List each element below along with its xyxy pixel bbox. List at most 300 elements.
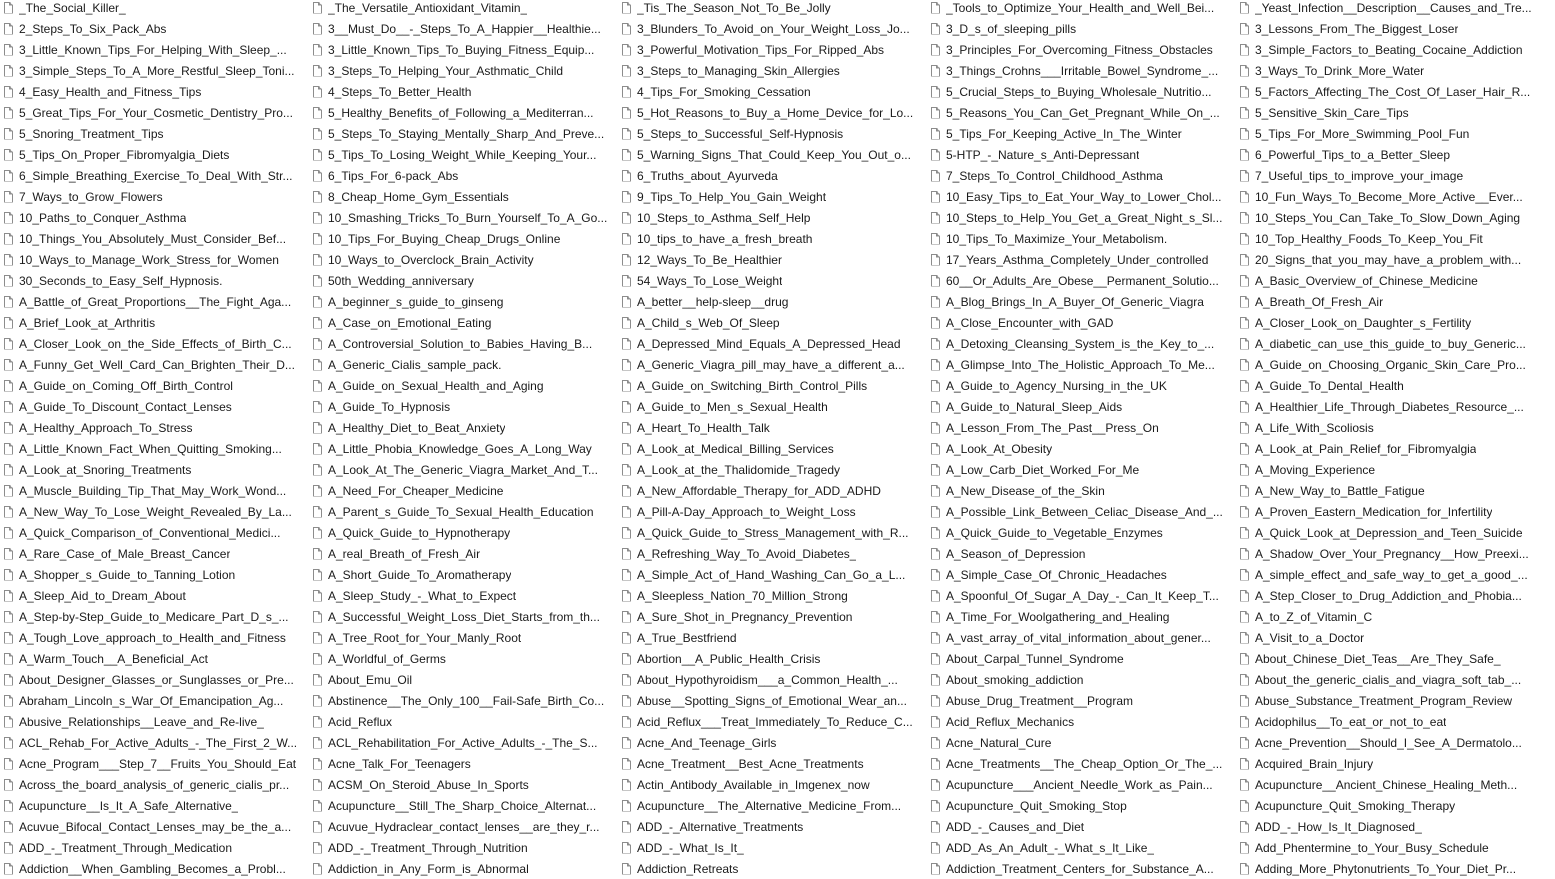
file-name: Abraham_Lincoln_s_War_Of_Emancipation_Ag... bbox=[19, 693, 284, 708]
file-item[interactable] bbox=[0, 417, 309, 438]
file-item[interactable] bbox=[0, 207, 309, 228]
text-document-icon bbox=[622, 233, 631, 245]
text-document-icon bbox=[313, 569, 322, 581]
text-document-icon bbox=[931, 359, 940, 371]
file-item[interactable] bbox=[309, 18, 618, 39]
file-item[interactable] bbox=[927, 522, 1236, 543]
file-name: 3_Steps_to_Managing_Skin_Allergies bbox=[637, 63, 840, 78]
file-item[interactable] bbox=[618, 480, 927, 501]
file-item[interactable] bbox=[618, 459, 927, 480]
file-item[interactable] bbox=[0, 354, 309, 375]
file-item[interactable] bbox=[309, 249, 618, 270]
file-item[interactable] bbox=[618, 585, 927, 606]
file-name: A_New_Disease_of_the_Skin bbox=[946, 483, 1105, 498]
text-document-icon bbox=[313, 527, 322, 539]
file-item[interactable] bbox=[309, 669, 618, 690]
file-item[interactable] bbox=[927, 543, 1236, 564]
file-item[interactable] bbox=[0, 711, 309, 732]
file-item[interactable] bbox=[309, 228, 618, 249]
file-item[interactable] bbox=[1236, 291, 1545, 312]
file-item[interactable] bbox=[0, 795, 309, 816]
file-item[interactable] bbox=[618, 249, 927, 270]
file-item[interactable] bbox=[618, 354, 927, 375]
file-item[interactable] bbox=[927, 249, 1236, 270]
text-document-icon bbox=[622, 86, 631, 98]
file-item[interactable] bbox=[618, 438, 927, 459]
file-item[interactable] bbox=[618, 837, 927, 858]
file-item[interactable] bbox=[309, 375, 618, 396]
file-item[interactable] bbox=[1236, 186, 1545, 207]
file-item[interactable] bbox=[0, 165, 309, 186]
file-item[interactable] bbox=[927, 564, 1236, 585]
file-item[interactable] bbox=[309, 291, 618, 312]
text-document-icon bbox=[1240, 632, 1249, 644]
text-document-icon bbox=[1240, 23, 1249, 35]
file-item[interactable] bbox=[927, 732, 1236, 753]
file-name: A_Detoxing_Cleansing_System_is_the_Key_to_... bbox=[946, 336, 1215, 351]
file-item[interactable] bbox=[0, 669, 309, 690]
file-item[interactable] bbox=[927, 375, 1236, 396]
file-item[interactable] bbox=[309, 60, 618, 81]
file-name: About_Chinese_Diet_Teas__Are_They_Safe_ bbox=[1255, 651, 1501, 666]
file-item[interactable] bbox=[927, 270, 1236, 291]
file-name: A_Worldful_of_Germs bbox=[328, 651, 446, 666]
file-item[interactable] bbox=[0, 249, 309, 270]
file-name: Acid_Reflux___Treat_Immediately_To_Reduce_C... bbox=[637, 714, 913, 729]
text-document-icon bbox=[1240, 212, 1249, 224]
file-item[interactable] bbox=[309, 753, 618, 774]
file-item[interactable] bbox=[927, 81, 1236, 102]
file-name: 2_Steps_To_Six_Pack_Abs bbox=[19, 21, 167, 36]
file-item[interactable] bbox=[0, 585, 309, 606]
file-item[interactable] bbox=[927, 774, 1236, 795]
file-item[interactable] bbox=[1236, 711, 1545, 732]
file-item[interactable] bbox=[618, 165, 927, 186]
file-item[interactable] bbox=[618, 522, 927, 543]
file-item[interactable] bbox=[618, 543, 927, 564]
file-name: A_Child_s_Web_Of_Sleep bbox=[637, 315, 780, 330]
file-item[interactable] bbox=[618, 102, 927, 123]
file-item[interactable] bbox=[0, 186, 309, 207]
text-document-icon bbox=[313, 674, 322, 686]
text-document-icon bbox=[1240, 275, 1249, 287]
file-item[interactable] bbox=[0, 228, 309, 249]
file-name: Addiction__When_Gambling_Becomes_a_Probl... bbox=[19, 861, 286, 876]
file-name: 3_Little_Known_Tips_To_Buying_Fitness_Equip... bbox=[328, 42, 595, 57]
file-item[interactable] bbox=[618, 18, 927, 39]
file-item[interactable] bbox=[1236, 690, 1545, 711]
file-item[interactable] bbox=[618, 39, 927, 60]
file-item[interactable] bbox=[1236, 522, 1545, 543]
file-item[interactable] bbox=[1236, 102, 1545, 123]
file-item[interactable] bbox=[1236, 333, 1545, 354]
file-item[interactable] bbox=[618, 564, 927, 585]
file-item[interactable] bbox=[618, 0, 927, 18]
file-name: 5-HTP_-_Nature_s_Anti-Depressant bbox=[946, 147, 1140, 162]
file-name: A_Guide_on_Coming_Off_Birth_Control bbox=[19, 378, 233, 393]
file-item[interactable] bbox=[0, 606, 309, 627]
file-item[interactable] bbox=[618, 207, 927, 228]
file-item[interactable] bbox=[927, 186, 1236, 207]
file-name: 3_Powerful_Motivation_Tips_For_Ripped_Abs bbox=[637, 42, 885, 57]
file-name: 10_Fun_Ways_To_Become_More_Active__Ever... bbox=[1255, 189, 1523, 204]
file-item[interactable] bbox=[927, 396, 1236, 417]
text-document-icon bbox=[4, 464, 13, 476]
text-document-icon bbox=[313, 611, 322, 623]
file-name: A_Look_at_Pain_Relief_for_Fibromyalgia bbox=[1255, 441, 1477, 456]
file-item[interactable] bbox=[927, 102, 1236, 123]
file-item[interactable] bbox=[1236, 144, 1545, 165]
file-item[interactable] bbox=[309, 438, 618, 459]
file-item[interactable] bbox=[1236, 501, 1545, 522]
file-item[interactable] bbox=[927, 711, 1236, 732]
file-item[interactable] bbox=[309, 690, 618, 711]
file-item[interactable] bbox=[618, 732, 927, 753]
file-item[interactable] bbox=[618, 312, 927, 333]
file-item[interactable] bbox=[0, 123, 309, 144]
text-document-icon bbox=[313, 233, 322, 245]
text-document-icon bbox=[1240, 401, 1249, 413]
file-item[interactable] bbox=[309, 648, 618, 669]
file-item[interactable] bbox=[0, 732, 309, 753]
file-item[interactable] bbox=[309, 312, 618, 333]
text-document-icon bbox=[1240, 800, 1249, 812]
file-item[interactable] bbox=[309, 396, 618, 417]
file-item[interactable] bbox=[309, 417, 618, 438]
file-item[interactable] bbox=[0, 564, 309, 585]
file-item[interactable] bbox=[618, 333, 927, 354]
text-document-icon bbox=[1240, 191, 1249, 203]
file-name: A_Breath_Of_Fresh_Air bbox=[1255, 294, 1384, 309]
file-item[interactable] bbox=[0, 648, 309, 669]
file-item[interactable] bbox=[0, 396, 309, 417]
text-document-icon bbox=[622, 422, 631, 434]
file-item[interactable] bbox=[618, 753, 927, 774]
file-item[interactable] bbox=[309, 102, 618, 123]
file-item[interactable] bbox=[1236, 417, 1545, 438]
file-item[interactable] bbox=[309, 774, 618, 795]
file-item[interactable] bbox=[927, 228, 1236, 249]
text-document-icon bbox=[622, 569, 631, 581]
file-name: A_Healthier_Life_Through_Diabetes_Resource_... bbox=[1255, 399, 1524, 414]
file-item[interactable] bbox=[0, 39, 309, 60]
file-item[interactable] bbox=[927, 60, 1236, 81]
file-item[interactable] bbox=[618, 669, 927, 690]
text-document-icon bbox=[1240, 758, 1249, 770]
text-document-icon bbox=[622, 338, 631, 350]
file-name: 3_Simple_Steps_To_A_More_Restful_Sleep_Toni... bbox=[19, 63, 295, 78]
file-item[interactable] bbox=[618, 774, 927, 795]
file-item[interactable] bbox=[618, 648, 927, 669]
file-item[interactable] bbox=[618, 144, 927, 165]
file-item[interactable] bbox=[927, 837, 1236, 858]
file-item[interactable] bbox=[927, 39, 1236, 60]
file-item[interactable] bbox=[1236, 795, 1545, 816]
file-item[interactable] bbox=[927, 669, 1236, 690]
file-item[interactable] bbox=[1236, 753, 1545, 774]
file-item[interactable] bbox=[1236, 312, 1545, 333]
file-item[interactable] bbox=[927, 753, 1236, 774]
text-document-icon bbox=[1240, 653, 1249, 665]
file-item[interactable] bbox=[1236, 669, 1545, 690]
file-item[interactable] bbox=[0, 438, 309, 459]
file-item[interactable] bbox=[0, 81, 309, 102]
file-item[interactable] bbox=[309, 795, 618, 816]
text-document-icon bbox=[4, 632, 13, 644]
file-name: A_Proven_Eastern_Medication_for_Infertility bbox=[1255, 504, 1493, 519]
file-item[interactable] bbox=[309, 543, 618, 564]
file-item[interactable] bbox=[927, 333, 1236, 354]
file-item[interactable] bbox=[927, 795, 1236, 816]
file-name: A_Season_of_Depression bbox=[946, 546, 1086, 561]
file-item[interactable] bbox=[1236, 60, 1545, 81]
file-item[interactable] bbox=[618, 375, 927, 396]
file-item[interactable] bbox=[927, 606, 1236, 627]
file-item[interactable] bbox=[0, 0, 309, 18]
file-item[interactable] bbox=[309, 81, 618, 102]
file-item[interactable] bbox=[1236, 627, 1545, 648]
text-document-icon bbox=[4, 758, 13, 770]
file-name: A_Quick_Guide_to_Stress_Management_with_R... bbox=[637, 525, 909, 540]
file-name: A_Rare_Case_of_Male_Breast_Cancer bbox=[19, 546, 231, 561]
text-document-icon bbox=[4, 674, 13, 686]
file-item[interactable] bbox=[0, 627, 309, 648]
file-name: A_Guide_on_Sexual_Health_and_Aging bbox=[328, 378, 544, 393]
file-item[interactable] bbox=[927, 354, 1236, 375]
file-item[interactable] bbox=[1236, 39, 1545, 60]
file-item[interactable] bbox=[1236, 564, 1545, 585]
file-item[interactable] bbox=[0, 18, 309, 39]
file-item[interactable] bbox=[0, 270, 309, 291]
file-name: 54_Ways_To_Lose_Weight bbox=[637, 273, 783, 288]
file-item[interactable] bbox=[927, 18, 1236, 39]
file-name: 10_Tips_For_Buying_Cheap_Drugs_Online bbox=[328, 231, 561, 246]
file-item[interactable] bbox=[0, 459, 309, 480]
file-item[interactable] bbox=[927, 501, 1236, 522]
file-item[interactable] bbox=[927, 0, 1236, 18]
file-item[interactable] bbox=[0, 102, 309, 123]
file-item[interactable] bbox=[309, 39, 618, 60]
file-item[interactable] bbox=[309, 732, 618, 753]
file-item[interactable] bbox=[618, 396, 927, 417]
file-item[interactable] bbox=[309, 837, 618, 858]
file-item[interactable] bbox=[309, 270, 618, 291]
file-name: 10_Things_You_Absolutely_Must_Consider_Bef... bbox=[19, 231, 287, 246]
text-document-icon bbox=[4, 275, 13, 287]
file-item[interactable] bbox=[1236, 816, 1545, 837]
file-item[interactable] bbox=[1236, 18, 1545, 39]
file-item[interactable] bbox=[618, 60, 927, 81]
text-document-icon bbox=[313, 464, 322, 476]
file-item[interactable] bbox=[618, 606, 927, 627]
file-item[interactable] bbox=[309, 354, 618, 375]
file-item[interactable] bbox=[0, 60, 309, 81]
file-item[interactable] bbox=[1236, 396, 1545, 417]
file-item[interactable] bbox=[618, 228, 927, 249]
file-item[interactable] bbox=[309, 816, 618, 837]
file-name: Acuvue_Bifocal_Contact_Lenses_may_be_the_a... bbox=[19, 819, 292, 834]
file-name: Abusive_Relationships__Leave_and_Re-live_ bbox=[19, 714, 264, 729]
file-item[interactable] bbox=[1236, 606, 1545, 627]
file-name: 20_Signs_that_you_may_have_a_problem_with... bbox=[1255, 252, 1522, 267]
file-item[interactable] bbox=[309, 186, 618, 207]
file-item[interactable] bbox=[309, 144, 618, 165]
file-item[interactable] bbox=[309, 207, 618, 228]
file-item[interactable] bbox=[309, 333, 618, 354]
file-item[interactable] bbox=[309, 564, 618, 585]
file-item[interactable] bbox=[927, 207, 1236, 228]
file-name: 5_Tips_To_Losing_Weight_While_Keeping_Your... bbox=[328, 147, 597, 162]
file-item[interactable] bbox=[0, 291, 309, 312]
file-item[interactable] bbox=[927, 165, 1236, 186]
file-item[interactable] bbox=[0, 522, 309, 543]
file-item[interactable] bbox=[1236, 228, 1545, 249]
file-item[interactable] bbox=[309, 585, 618, 606]
file-item[interactable] bbox=[309, 459, 618, 480]
file-item[interactable] bbox=[1236, 270, 1545, 291]
text-document-icon bbox=[931, 275, 940, 287]
file-item[interactable] bbox=[1236, 81, 1545, 102]
file-item[interactable] bbox=[0, 312, 309, 333]
text-document-icon bbox=[931, 422, 940, 434]
file-item[interactable] bbox=[618, 690, 927, 711]
file-name: 10_Smashing_Tricks_To_Burn_Yourself_To_A_Go... bbox=[328, 210, 608, 225]
file-name: Acid_Reflux_Mechanics bbox=[946, 714, 1075, 729]
file-item[interactable] bbox=[0, 774, 309, 795]
file-item[interactable] bbox=[618, 81, 927, 102]
file-item[interactable] bbox=[927, 648, 1236, 669]
file-item[interactable] bbox=[618, 816, 927, 837]
file-item[interactable] bbox=[0, 837, 309, 858]
text-document-icon bbox=[931, 107, 940, 119]
file-item[interactable] bbox=[0, 144, 309, 165]
file-item[interactable] bbox=[1236, 375, 1545, 396]
file-item[interactable] bbox=[927, 438, 1236, 459]
file-item[interactable] bbox=[1236, 165, 1545, 186]
file-item[interactable] bbox=[618, 795, 927, 816]
file-item[interactable] bbox=[1236, 0, 1545, 18]
file-item[interactable] bbox=[0, 816, 309, 837]
file-item[interactable] bbox=[1236, 123, 1545, 144]
file-item[interactable] bbox=[309, 165, 618, 186]
file-item[interactable] bbox=[309, 480, 618, 501]
file-item[interactable] bbox=[309, 711, 618, 732]
file-name: 5_Healthy_Benefits_of_Following_a_Mediterran... bbox=[328, 105, 594, 120]
text-document-icon bbox=[4, 23, 13, 35]
file-item[interactable] bbox=[1236, 207, 1545, 228]
text-document-icon bbox=[931, 233, 940, 245]
file-item[interactable] bbox=[927, 459, 1236, 480]
file-name: 10_Steps_to_Asthma_Self_Help bbox=[637, 210, 811, 225]
file-name: A_Generic_Viagra_pill_may_have_a_different_a... bbox=[637, 357, 905, 372]
file-item[interactable] bbox=[927, 480, 1236, 501]
text-document-icon bbox=[313, 275, 322, 287]
file-item[interactable] bbox=[618, 291, 927, 312]
file-item[interactable] bbox=[618, 417, 927, 438]
file-item[interactable] bbox=[0, 690, 309, 711]
file-name: A_True_Bestfriend bbox=[637, 630, 737, 645]
file-name: Acne_And_Teenage_Girls bbox=[637, 735, 777, 750]
file-item[interactable] bbox=[1236, 585, 1545, 606]
file-name: 10_Steps_to_Help_You_Get_a_Great_Night_s_Sl... bbox=[946, 210, 1223, 225]
file-item[interactable] bbox=[1236, 837, 1545, 858]
file-name: 4_Easy_Health_and_Fitness_Tips bbox=[19, 84, 202, 99]
text-document-icon bbox=[931, 191, 940, 203]
text-document-icon bbox=[622, 527, 631, 539]
file-item[interactable] bbox=[1236, 732, 1545, 753]
file-item[interactable] bbox=[1236, 774, 1545, 795]
file-item[interactable] bbox=[1236, 354, 1545, 375]
file-name: A_Warm_Touch__A_Beneficial_Act bbox=[19, 651, 208, 666]
file-item[interactable] bbox=[0, 753, 309, 774]
file-item[interactable] bbox=[309, 0, 618, 18]
text-document-icon bbox=[931, 485, 940, 497]
file-item[interactable] bbox=[0, 375, 309, 396]
file-item[interactable] bbox=[1236, 648, 1545, 669]
file-name: A_Look_at_Snoring_Treatments bbox=[19, 462, 192, 477]
file-item[interactable] bbox=[1236, 249, 1545, 270]
file-item[interactable] bbox=[927, 816, 1236, 837]
file-item[interactable] bbox=[309, 627, 618, 648]
file-item[interactable] bbox=[927, 144, 1236, 165]
file-name: Acupuncture__Still_The_Sharp_Choice_Alternat... bbox=[328, 798, 597, 813]
text-document-icon bbox=[4, 338, 13, 350]
file-item[interactable] bbox=[618, 627, 927, 648]
text-document-icon bbox=[4, 86, 13, 98]
file-name: Adding_More_Phytonutrients_To_Your_Diet_Pr... bbox=[1255, 861, 1517, 876]
file-item[interactable] bbox=[309, 501, 618, 522]
file-name: 5_Warning_Signs_That_Could_Keep_You_Out_o... bbox=[637, 147, 911, 162]
file-item[interactable] bbox=[618, 711, 927, 732]
file-name: 5_Snoring_Treatment_Tips bbox=[19, 126, 164, 141]
file-item[interactable] bbox=[0, 543, 309, 564]
file-item[interactable] bbox=[1236, 459, 1545, 480]
file-name: A_Guide_on_Choosing_Organic_Skin_Care_Pro... bbox=[1255, 357, 1526, 372]
file-item[interactable] bbox=[927, 417, 1236, 438]
file-item[interactable] bbox=[1236, 543, 1545, 564]
file-name: ADD_As_An_Adult_-_What_s_It_Like_ bbox=[946, 840, 1155, 855]
file-name: A_Muscle_Building_Tip_That_May_Work_Wond... bbox=[19, 483, 287, 498]
file-item[interactable] bbox=[618, 123, 927, 144]
file-item[interactable] bbox=[927, 585, 1236, 606]
file-item[interactable] bbox=[0, 480, 309, 501]
file-item[interactable] bbox=[309, 522, 618, 543]
file-item[interactable] bbox=[1236, 480, 1545, 501]
file-item[interactable] bbox=[927, 123, 1236, 144]
file-name: A_Simple_Case_Of_Chronic_Headaches bbox=[946, 567, 1167, 582]
file-item[interactable] bbox=[927, 312, 1236, 333]
text-document-icon bbox=[313, 338, 322, 350]
file-item[interactable] bbox=[927, 627, 1236, 648]
file-name: A_Healthy_Approach_To_Stress bbox=[19, 420, 193, 435]
file-name: Acupuncture__Ancient_Chinese_Healing_Meth... bbox=[1255, 777, 1518, 792]
file-item[interactable] bbox=[927, 291, 1236, 312]
text-document-icon bbox=[313, 737, 322, 749]
file-item[interactable] bbox=[1236, 438, 1545, 459]
file-item[interactable] bbox=[618, 270, 927, 291]
file-item[interactable] bbox=[0, 501, 309, 522]
text-document-icon bbox=[4, 44, 13, 56]
text-document-icon bbox=[1240, 611, 1249, 623]
file-item[interactable] bbox=[618, 501, 927, 522]
text-document-icon bbox=[313, 716, 322, 728]
file-item[interactable] bbox=[927, 690, 1236, 711]
file-item[interactable] bbox=[309, 123, 618, 144]
file-name: A_Blog_Brings_In_A_Buyer_Of_Generic_Viagra bbox=[946, 294, 1204, 309]
file-item[interactable] bbox=[618, 186, 927, 207]
file-item[interactable] bbox=[0, 333, 309, 354]
file-item[interactable] bbox=[309, 606, 618, 627]
